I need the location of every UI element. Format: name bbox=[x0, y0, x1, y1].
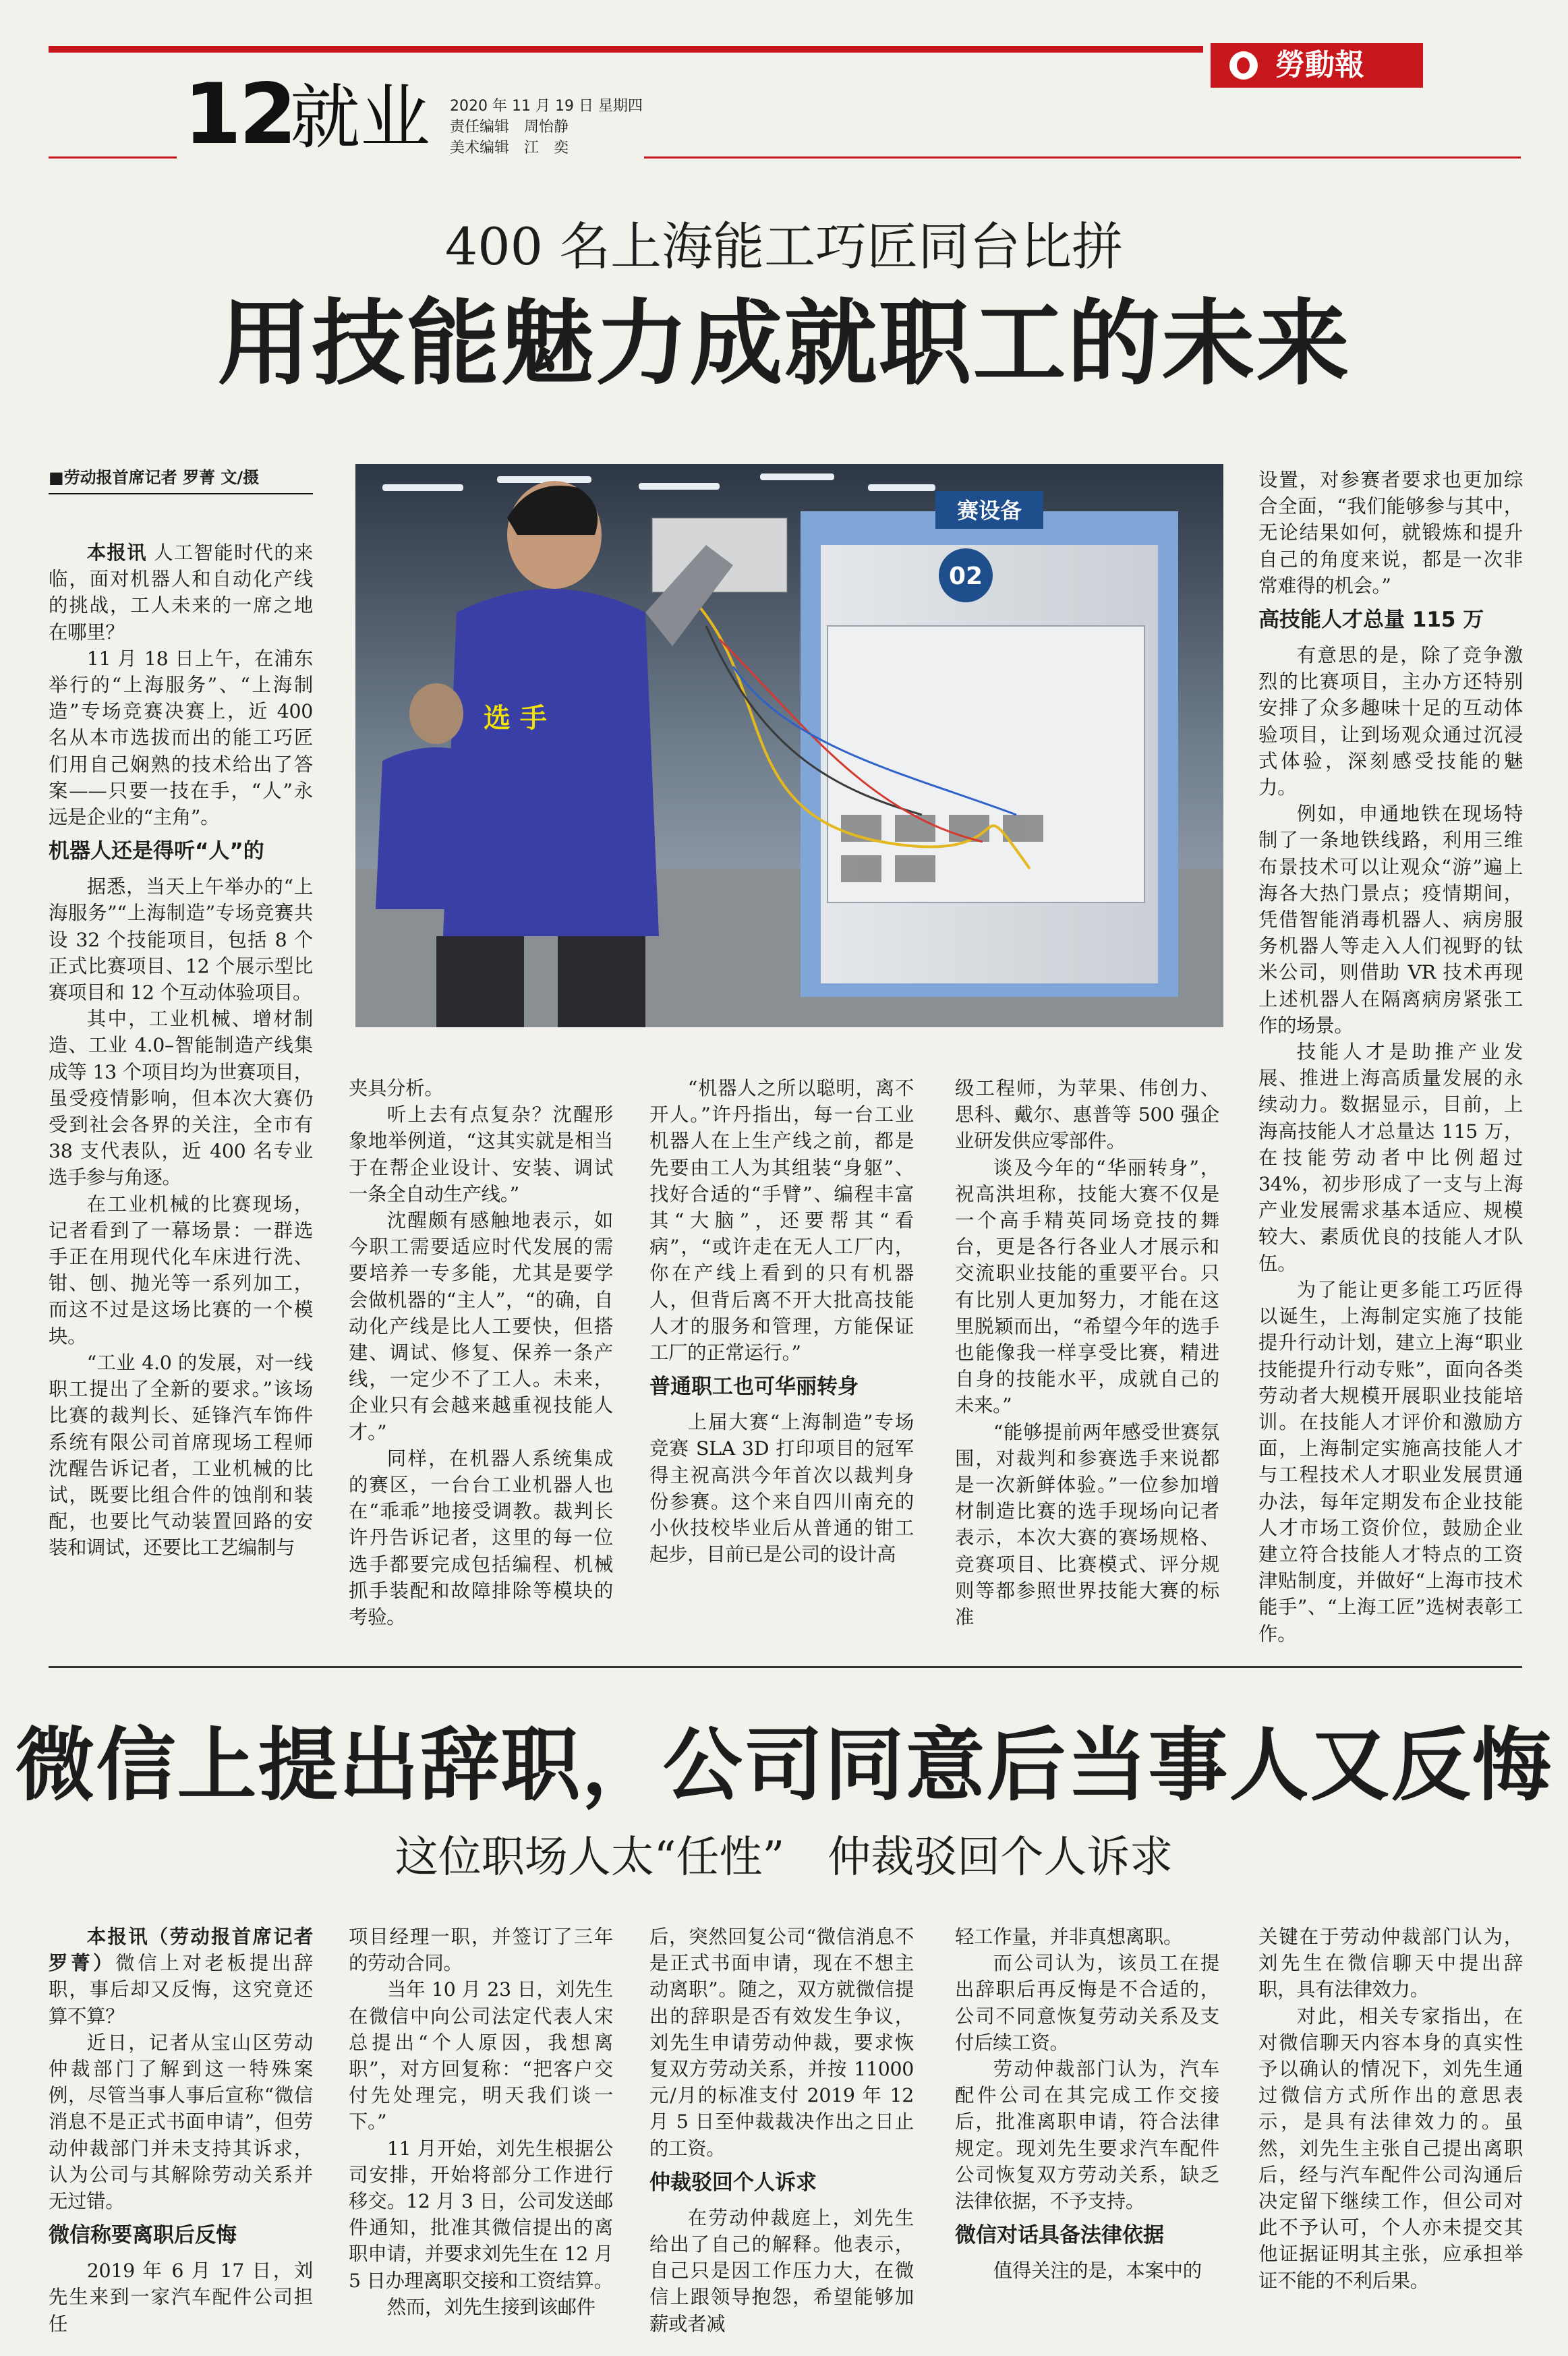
section-title: 就业 bbox=[290, 76, 431, 159]
issue-meta bbox=[450, 96, 643, 159]
subheading: 微信称要离职后反悔 bbox=[49, 2223, 237, 2248]
paragraph: 关键在于劳动仲裁部门认为，刘先生在微信聊天中提出辞职，具有法律效力。 bbox=[1258, 1926, 1523, 2001]
article1-headline: 用技能魅力成就职工的未来 bbox=[217, 288, 1351, 398]
paragraph: 据悉，当天上午举办的“上海服务”“上海制造”专场竞赛共设 32 个技能项目，包括 8 个正式比赛项目、12 个展示型比赛项目和 12 个互动体验项目。 bbox=[49, 875, 313, 1004]
paragraph: 沈醒颇有感触地表示，如今职工需要适应时代发展的需要培养一专多能，尤其是要学会做机器的“主人”，“的确，自动化产线是比人工要快，但搭建、调试、修复、保养一条产线，一定少不了工人。未来，企业只有会越来越重视技能人才。” bbox=[349, 1209, 613, 1443]
dateline-label: 本报讯（劳动报首席记者罗菁） bbox=[49, 1926, 313, 1975]
paragraph: 值得关注的是，本案中的 bbox=[993, 2260, 1202, 2282]
article2-column-1 bbox=[49, 1924, 313, 2337]
vest-label: 选 手 bbox=[484, 703, 547, 734]
competition-photo bbox=[355, 464, 1223, 1027]
paragraph: 谈及今年的“华丽转身”，祝高洪坦称，技能大赛不仅是一个高手精英同场竞技的舞台，更是各行各业人才展示和交流职业技能的重要平台。只有比别人更加努力，才能在这里脱颖而出，“希望今年的选手也能像我一样享受比赛，精进自身的技能水平，成就自己的未来。” bbox=[955, 1156, 1219, 1417]
dateline-label: 本报讯 bbox=[86, 542, 147, 564]
paragraph: 11 月 18 日上午，在浦东举行的“上海服务”、“上海制造”专场竞赛决赛上，近 400 名从本市选拔而出的能工巧匠们用自己娴熟的技术给出了答案——只要一技在手，“人”永远是企业的“主角”。 bbox=[49, 647, 313, 829]
editor-line: 责任编辑 周怡静 bbox=[450, 119, 569, 136]
paragraph: 劳动仲裁部门认为，汽车配件公司在其完成工作交接后，批准离职申请，符合法律规定。现刘先生要求汽车配件公司恢复双方劳动关系，缺乏法律依据，不予支持。 bbox=[955, 2058, 1219, 2213]
article2-headline: 微信上提出辞职，公司同意后当事人又反悔 bbox=[15, 1718, 1553, 1812]
lead-text: 人工智能时代的来临，面对机器人和自动化产线的挑战，工人未来的一席之地在哪里？ bbox=[49, 542, 313, 643]
article1-kicker: 400 名上海能工巧匠同台比拼 bbox=[444, 217, 1124, 277]
station-number: 02 bbox=[948, 563, 983, 590]
article2-column-4 bbox=[955, 1924, 1219, 2284]
paragraph: 在工业机械的比赛现场，记者看到了一幕场景：一群选手正在用现代化车床进行洗、钳、刨、抛光等一系列加工，而这不过是这场比赛的一个模块。 bbox=[49, 1193, 313, 1348]
logo-mark-icon bbox=[1229, 51, 1258, 80]
paragraph: 上届大赛“上海制造”专场竞赛 SLA 3D 打印项目的冠军得主祝高洪今年首次以裁判身份参赛。这个来自四川南充的小伙技校毕业后从普通的钳工起步，目前已是公司的设计高 bbox=[649, 1411, 914, 1566]
paragraph: 级工程师，为苹果、伟创力、思科、戴尔、惠普等 500 强企业研发供应零部件。 bbox=[955, 1077, 1219, 1153]
paragraph: 后，突然回复公司“微信消息不是正式书面申请，现在不想主动离职”。随之，双方就微信提出的辞职是否有效发生争议，刘先生申请劳动仲裁，要求恢复双方劳动关系，并按 11000 元/月的标准支付 2019 年 12 月 5 日至仲裁裁决作出之日止的工资。 bbox=[649, 1926, 914, 2160]
paragraph: 技能人才是助推产业发展、推进上海高质量发展的永续动力。数据显示，目前，上海高技能人才总量达 115 万，在技能劳动者中比例超过 34%，初步形成了一支与上海产业发展需求基本适应、规模较大、素质优良的技能人才队伍。 bbox=[1258, 1041, 1523, 1275]
paragraph: 夹具分析。 bbox=[349, 1077, 444, 1099]
paragraph: 当年 10 月 23 日，刘先生在微信中向公司法定代表人宋总提出“个人原因，我想离职”，对方回复称：“把客户交付先处理完，明天我们谈一下。” bbox=[349, 1978, 613, 2133]
subheading: 机器人还是得听“人”的 bbox=[49, 839, 264, 864]
article1-column-4 bbox=[955, 1075, 1219, 1630]
article1-column-3 bbox=[649, 1075, 914, 1568]
paragraph: “能够提前两年感受世赛氛围，对裁判和参赛选手来说都是一次新鲜体验。”一位参加增材制造比赛的选手现场向记者表示，本次大赛的赛场规格、竞赛项目、比赛模式、评分规则等都参照世界技能大赛的标准 bbox=[955, 1420, 1219, 1629]
header-right-rule bbox=[644, 156, 1521, 159]
paragraph: 同样，在机器人系统集成的赛区，一台台工业机器人也在“乖乖”地接受调教。裁判长许丹告诉记者，这里的每一位选手都要完成包括编程、机械抓手装配和故障排除等模块的考验。 bbox=[349, 1447, 613, 1629]
top-red-rule bbox=[49, 46, 1203, 53]
paragraph: 为了能让更多能工巧匠得以诞生，上海制定实施了技能提升行动计划，建立上海“职业技能提升行动专账”，面向各类劳动者大规模开展职业技能培训。在技能人才评价和激励方面，上海制定实施高技能人才与工程技术人才职业发展贯通办法，每年定期发布企业技能人才市场工资价位，鼓励企业建立符合技能人才特点的工资津贴制度，并做好“上海市技术能手”、“上海工匠”选树表彰工作。 bbox=[1258, 1278, 1523, 1645]
article2-column-5 bbox=[1258, 1924, 1523, 2294]
article1-column-2 bbox=[349, 1075, 613, 1630]
paragraph: 2019 年 6 月 17 日，刘先生来到一家汽车配件公司担任 bbox=[49, 2260, 313, 2335]
lead-text: 微信上对老板提出辞职，事后却又反悔，这究竟还算不算？ bbox=[49, 1952, 313, 2028]
paragraph: 其中，工业机械、增材制造、工业 4.0–智能制造产线集成等 13 个项目均为世赛项目，虽受疫情影响，但本次大赛仍受到社会各界的关注，全市有 38 支代表队，近 400 名专业选手参与角逐。 bbox=[49, 1008, 313, 1189]
paragraph: “机器人之所以聪明，离不开人。”许丹指出，每一台工业机器人在上生产线之前，都是先要由工人为其组装“身躯”、找好合适的“手臂”、编程丰富其“大脑”，还要帮其“看病”，“或许走在无人工厂内，你在产线上看到的只有机器人，但背后离不开大批高技能人才的服务和管理，方能保证工厂的正常运行。” bbox=[649, 1077, 914, 1364]
paragraph: “工业 4.0 的发展，对一线职工提出了全新的要求。”该场比赛的裁判长、延锋汽车饰件系统有限公司首席现场工程师沈醒告诉记者，工业机械的比试，既要比组合件的蚀削和装配，也要比气动装置回路的安装和调试，还要比工艺编制与 bbox=[49, 1351, 313, 1559]
article2-subheadline: 这位职场人太“任性” 仲裁驳回个人诉求 bbox=[395, 1833, 1173, 1883]
paragraph: 项目经理一职，并签订了三年的劳动合同。 bbox=[349, 1926, 613, 1975]
subheading: 微信对话具备法律依据 bbox=[955, 2223, 1164, 2248]
paragraph: 11 月开始，刘先生根据公司安排，开始将部分工作进行移交。12 月 3 日，公司发送邮件通知，批准其微信提出的离职申请，并要求刘先生在 12 月 5 日办理离职交接和工资结算。 bbox=[349, 2137, 613, 2292]
paragraph: 听上去有点复杂？沈醒形象地举例道，“这其实就是相当于在帮企业设计、安装、调试一条全自动生产线。” bbox=[349, 1103, 613, 1205]
paragraph: 例如，申通地铁在现场特制了一条地铁线路，利用三维布景技术可以让观众“游”遍上海各大热门景点；疫情期间，凭借智能消毒机器人、病房服务机器人等走入人们视野的钛米公司，则借助 VR 技术再现上述机器人在隔离病房紧张工作的场景。 bbox=[1258, 803, 1523, 1037]
article-divider bbox=[49, 1666, 1522, 1668]
art-editor-line: 美术编辑 江 奕 bbox=[450, 140, 569, 156]
paragraph: 对此，相关专家指出，在对微信聊天内容本身的真实性予以确认的情况下，刘先生通过微信方式所作出的意思表示，是具有法律效力的。虽然，刘先生主张自己提出离职后，经与汽车配件公司沟通后决定留下继续工作，但公司对此不予认可，个人亦未提交其他证据证明其主张，应承担举证不能的不利后果。 bbox=[1258, 2005, 1523, 2292]
article2-lead-paragraph bbox=[49, 1924, 313, 2030]
date-line: 2020 年 11 月 19 日 星期四 bbox=[450, 98, 643, 115]
paragraph: 而公司认为，该员工在提出辞职后再反悔是不合适的，公司不同意恢复劳动关系及支付后续工资。 bbox=[955, 1952, 1219, 2054]
newspaper-name: 勞動報 bbox=[1275, 48, 1364, 82]
paragraph: 然而，刘先生接到该邮件 bbox=[386, 2295, 596, 2318]
article2-column-3 bbox=[649, 1924, 914, 2337]
paragraph: 设置，对参赛者要求也更加综合全面，“我们能够参与其中，无论结果如何，就锻炼和提升自己的角度来说，都是一次非常难得的机会。” bbox=[1258, 469, 1523, 597]
article2-column-2 bbox=[349, 1924, 613, 2320]
newspaper-logo bbox=[1211, 43, 1423, 88]
station-banner-text: 赛设备 bbox=[956, 498, 1022, 523]
subheading: 仲裁驳回个人诉求 bbox=[649, 2170, 817, 2195]
header-left-rule bbox=[49, 156, 177, 159]
paragraph: 近日，记者从宝山区劳动仲裁部门了解到这一特殊案例，尽管当事人事后宣称“微信消息不是正式书面申请”，但劳动仲裁部门并未支持其诉求，认为公司与其解除劳动关系并无过错。 bbox=[49, 2031, 313, 2213]
article1-lead-paragraph bbox=[49, 540, 313, 645]
subheading: 普通职工也可华丽转身 bbox=[649, 1375, 859, 1400]
subheading: 高技能人才总量 115 万 bbox=[1258, 608, 1484, 633]
paragraph: 在劳动仲裁庭上，刘先生给出了自己的解释。他表示，自己只是因工作压力大，在微信上跟领导抱怨，希望能够加薪或者减 bbox=[649, 2206, 914, 2335]
competition-photo-illustration bbox=[355, 464, 1223, 1027]
article1-column-5 bbox=[1258, 467, 1523, 1647]
article1-byline: ■劳动报首席记者 罗菁 文/摄 bbox=[49, 464, 313, 494]
article1-column-1 bbox=[49, 540, 313, 1561]
paragraph: 有意思的是，除了竞争激烈的比赛项目，主办方还特别安排了众多趣味十足的互动体验项目，让到场观众通过沉浸式体验，深刻感受技能的魅力。 bbox=[1258, 644, 1523, 799]
paragraph: 轻工作量，并非真想离职。 bbox=[955, 1926, 1183, 1948]
page-number: 12 bbox=[183, 66, 295, 163]
